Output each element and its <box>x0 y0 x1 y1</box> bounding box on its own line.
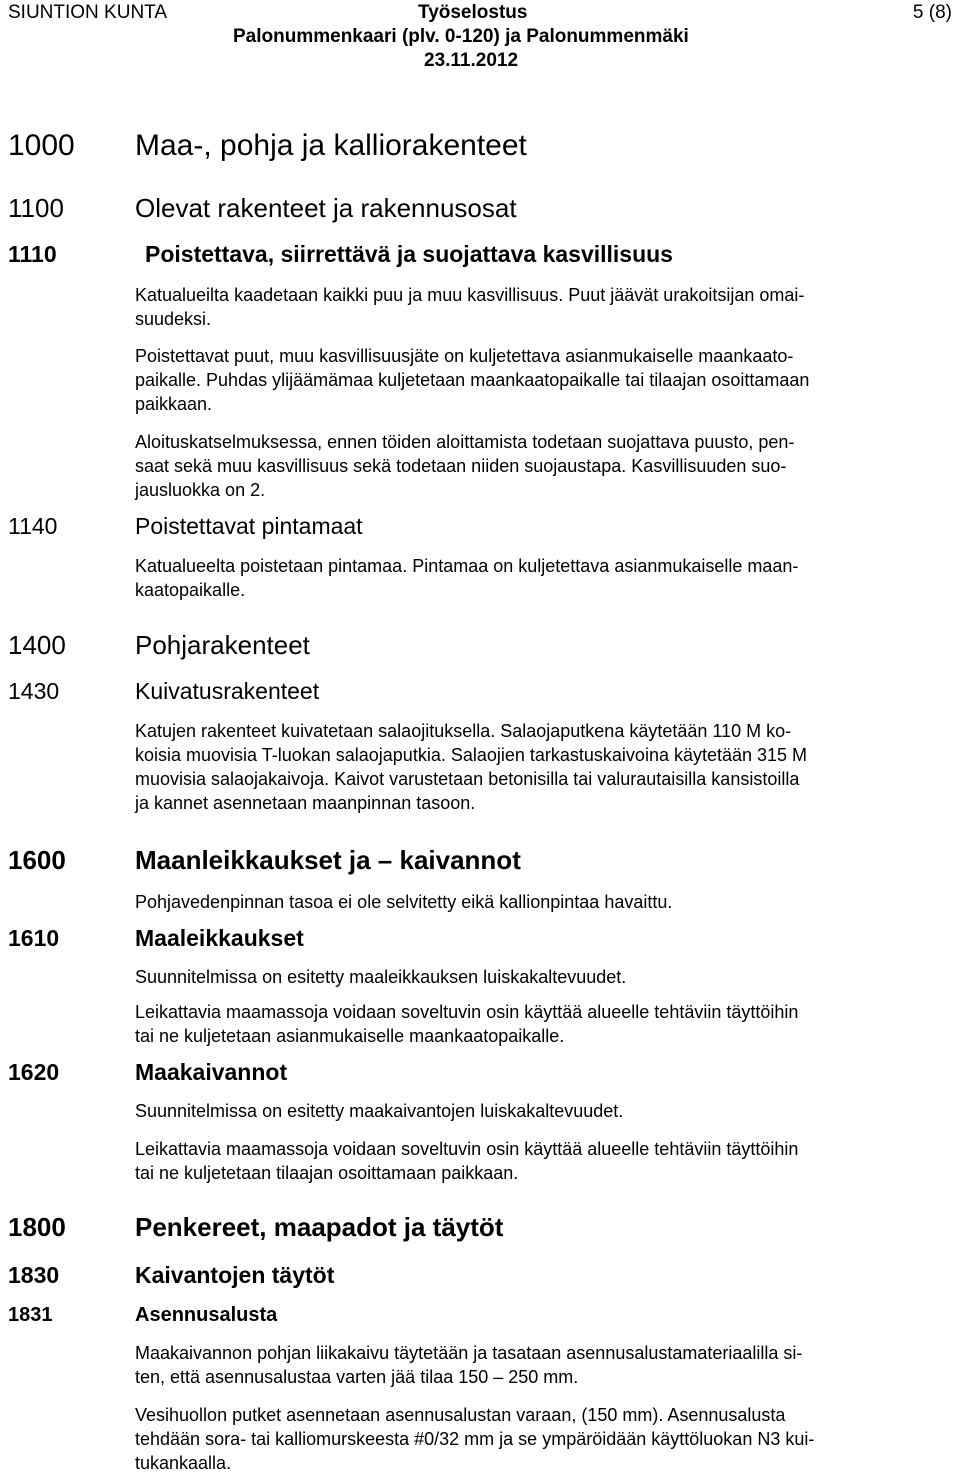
section-number: 1430 <box>8 678 60 704</box>
section-number: 1400 <box>8 630 66 660</box>
section-title: Penkereet, maapadot ja täytöt <box>135 1212 504 1242</box>
paragraph-1610-b: Leikattavia maamassoja voidaan soveltuvin osin käyttää alueelle tehtäviin täyttöihin tai ne kuljetetaan asianmukaiselle maankaatopaikalle. <box>135 1002 799 1046</box>
section-title: Kaivantojen täytöt <box>135 1262 335 1288</box>
section-title: Maanleikkaukset ja – kaivannot <box>135 845 521 875</box>
section-number: 1610 <box>8 925 60 951</box>
section-number: 1831 <box>8 1304 53 1326</box>
section-number: 1800 <box>8 1212 66 1242</box>
paragraph-1110-c: Aloituskatselmuksessa, ennen töiden aloittamista todetaan suojattava puusto, pen- saat sekä muu kasvillisuus sekä todetaan niiden suojaustapa. Kasvillisuuden suo- jausluokka on 2. <box>135 432 795 500</box>
document-type: Työselostus <box>418 2 528 23</box>
page-number: 5 (8) <box>912 2 952 23</box>
paragraph-1110-a: Katualueilta kaadetaan kaikki puu ja muu kasvillisuus. Puut jäävät urakoitsijan omai- suudeksi. <box>135 285 805 329</box>
section-number: 1140 <box>8 513 58 539</box>
section-title: Kuivatusrakenteet <box>135 678 320 704</box>
paragraph-1620-b: Leikattavia maamassoja voidaan soveltuvin osin käyttää alueelle tehtäviin täyttöihin tai ne kuljetetaan tilaajan osoittamaan paikkaan. <box>135 1139 799 1183</box>
section-title: Maakaivannot <box>135 1059 288 1085</box>
paragraph-1620-a: Suunnitelmissa on esitetty maakaivantojen luiskakaltevuudet. <box>135 1101 624 1121</box>
section-number: 1000 <box>8 129 75 162</box>
paragraph-1831-a: Maakaivannon pohjan liikakaivu täytetään ja tasataan asennusalustamateriaalilla si- ten, että asennusalustaa varten jää tilaa 150 – 250 mm. <box>135 1343 803 1387</box>
section-number: 1110 <box>8 241 57 267</box>
project-name: Palonummenkaari (plv. 0-120) ja Palonummenmäki <box>233 26 689 47</box>
paragraph-1430: Katujen rakenteet kuivatetaan salaojituksella. Salaojaputkena käytetään 110 M ko- koisia muovisia T-luokan salaojaputkia. Salaojien tarkastuskaivoina käytetään 315 M muovisia salaojakaivoja. Kaivot varustetaan betonisilla tai valurautaisilla kansistoilla ja kannet asennetaan maanpinnan tasoon. <box>135 721 808 813</box>
paragraph-1610-a: Suunnitelmissa on esitetty maaleikkauksen luiskakaltevuudet. <box>135 967 627 987</box>
section-title: Maaleikkaukset <box>135 925 304 951</box>
section-title: Maa-, pohja ja kalliorakenteet <box>135 129 527 162</box>
section-number: 1600 <box>8 845 66 875</box>
organization-name: SIUNTION KUNTA <box>8 2 168 23</box>
paragraph-1831-b: Vesihuollon putket asennetaan asennusalustan varaan, (150 mm). Asennusalusta tehdään sora- tai kalliomurskeesta #0/32 mm ja se ympäröidään käyttöluokan N3 kui- tukankaalla. <box>135 1405 815 1473</box>
section-number: 1620 <box>8 1059 60 1085</box>
section-title: Poistettava, siirrettävä ja suojattava kasvillisuus <box>145 241 673 267</box>
section-title: Asennusalusta <box>135 1304 278 1326</box>
document-date: 23.11.2012 <box>424 50 519 71</box>
section-title: Olevat rakenteet ja rakennusosat <box>135 193 517 223</box>
section-number: 1100 <box>8 193 64 223</box>
paragraph-1110-b: Poistettavat puut, muu kasvillisuusjäte on kuljetettava asianmukaiselle maankaato- paikalle. Puhdas ylijäämämaa kuljetetaan maankaatopaikalle tai tilaajan osoittamaan paikkaan. <box>135 346 810 414</box>
section-title: Pohjarakenteet <box>135 630 310 660</box>
paragraph-1140: Katualueelta poistetaan pintamaa. Pintamaa on kuljetettava asianmukaiselle maan- kaatopaikalle. <box>135 556 799 600</box>
section-title: Poistettavat pintamaat <box>135 513 363 539</box>
paragraph-1600: Pohjavedenpinnan tasoa ei ole selvitetty eikä kallionpintaa havaittu. <box>135 892 673 912</box>
section-number: 1830 <box>8 1262 60 1288</box>
